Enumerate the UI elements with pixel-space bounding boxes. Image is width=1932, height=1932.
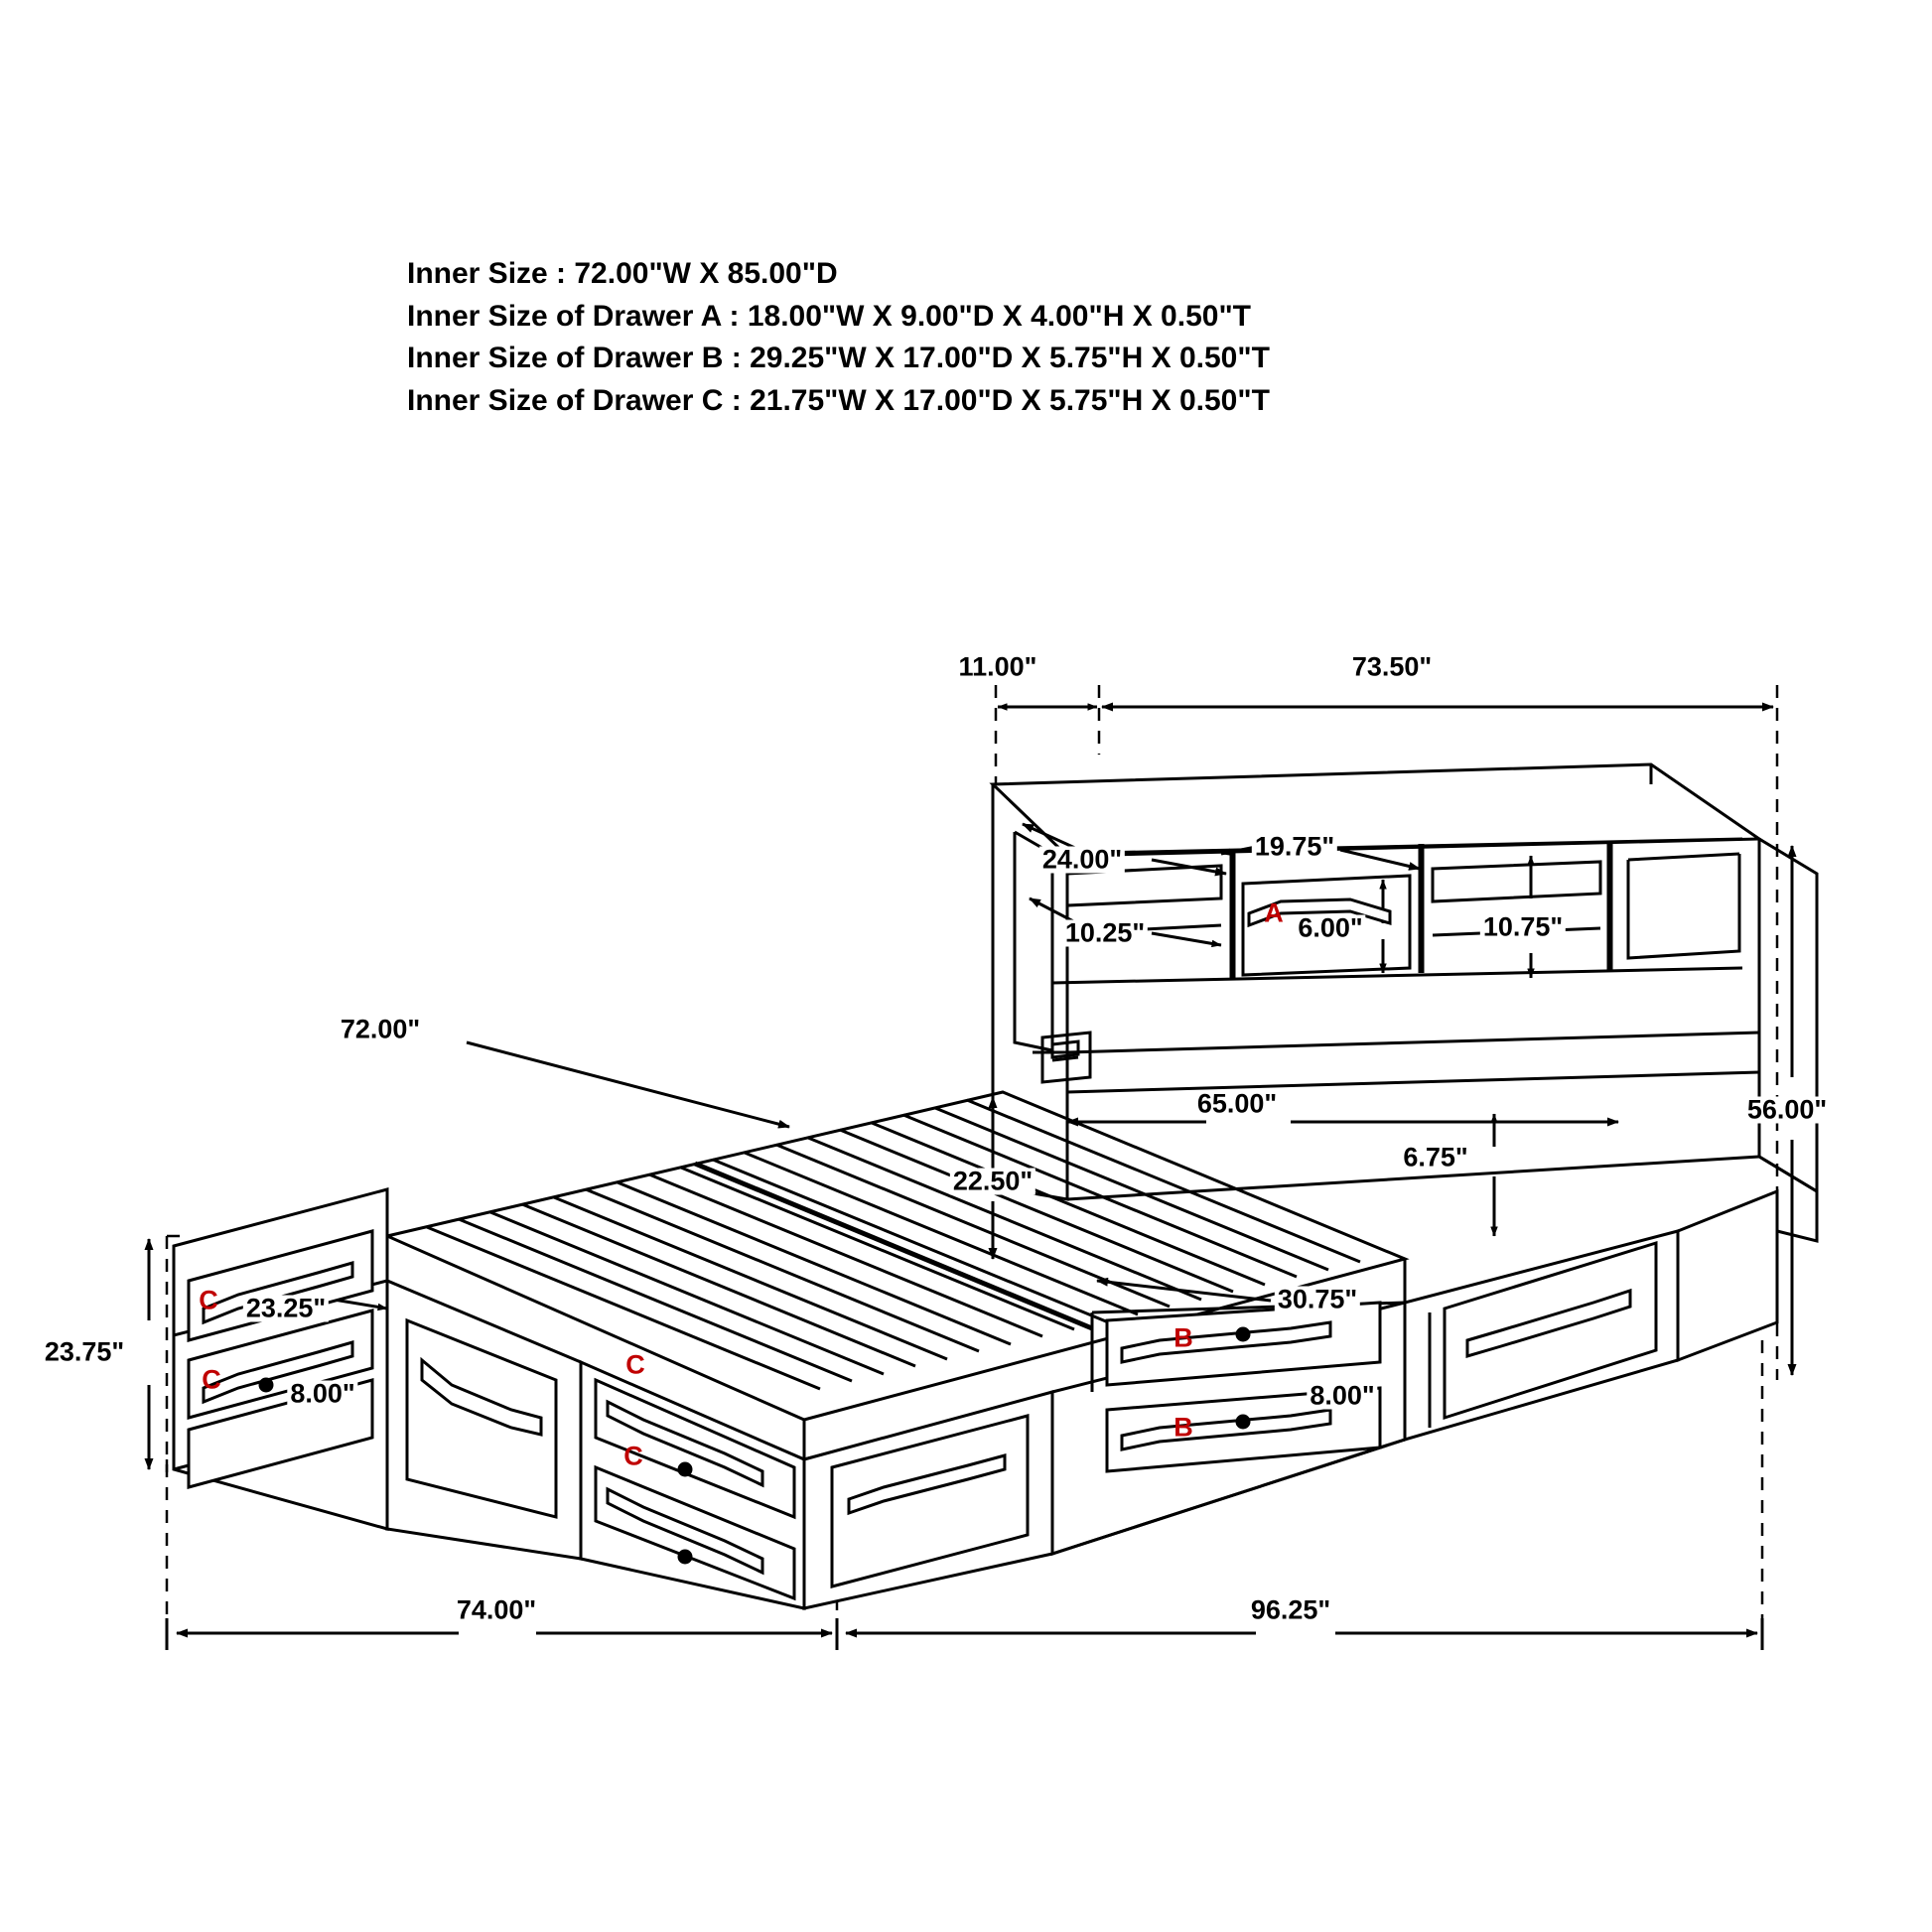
dimension-label: 23.75"	[42, 1339, 127, 1366]
dimension-label: 74.00"	[454, 1597, 539, 1624]
dimension-label: 72.00"	[338, 1017, 423, 1043]
dimension-label: 8.00"	[1307, 1383, 1377, 1410]
drawer-tag-c: C	[625, 1349, 645, 1380]
dimension-label: 6.00"	[1295, 915, 1365, 942]
right-drawer-unit	[1052, 1157, 1817, 1554]
dimension-label: 6.75"	[1400, 1145, 1470, 1172]
spec-line-inner-size: Inner Size : 72.00"W X 85.00"D	[407, 257, 838, 290]
dimension-label: 30.75"	[1275, 1287, 1360, 1313]
dimension-label: 22.50"	[950, 1169, 1035, 1195]
drawer-tag-c: C	[199, 1285, 218, 1315]
front-drawer-unit	[387, 1281, 1052, 1608]
dimension-label: 10.75"	[1480, 914, 1566, 941]
dimension-label: 8.00"	[287, 1381, 357, 1408]
drawer-tag-b: B	[1173, 1412, 1193, 1443]
spec-line-drawer-c: Inner Size of Drawer C : 21.75"W X 17.00"D X 5.75"H X 0.50"T	[407, 383, 1270, 417]
dimension-label: 11.00"	[956, 654, 1040, 681]
dimension-label: 65.00"	[1194, 1091, 1280, 1118]
drawer-tag-b: B	[1173, 1322, 1193, 1353]
spec-line-drawer-b: Inner Size of Drawer B : 29.25"W X 17.00"D X 5.75"H X 0.50"T	[407, 342, 1270, 375]
dimension-label: 23.25"	[243, 1296, 329, 1322]
spec-line-drawer-a: Inner Size of Drawer A : 18.00"W X 9.00"D X 4.00"H X 0.50"T	[407, 299, 1251, 333]
dimension-label: 56.00"	[1744, 1097, 1830, 1124]
headboard-bookcase	[993, 764, 1817, 1199]
dimension-label: 10.25"	[1062, 920, 1148, 947]
dimension-label: 96.25"	[1248, 1597, 1333, 1624]
dimension-label: 73.50"	[1349, 654, 1435, 681]
drawer-tag-c: C	[623, 1441, 643, 1471]
drawer-tag-a: A	[1264, 897, 1284, 928]
dimension-label: 19.75"	[1252, 834, 1337, 861]
drawer-tag-c: C	[202, 1364, 221, 1395]
dimension-label: 24.00"	[1039, 847, 1125, 874]
